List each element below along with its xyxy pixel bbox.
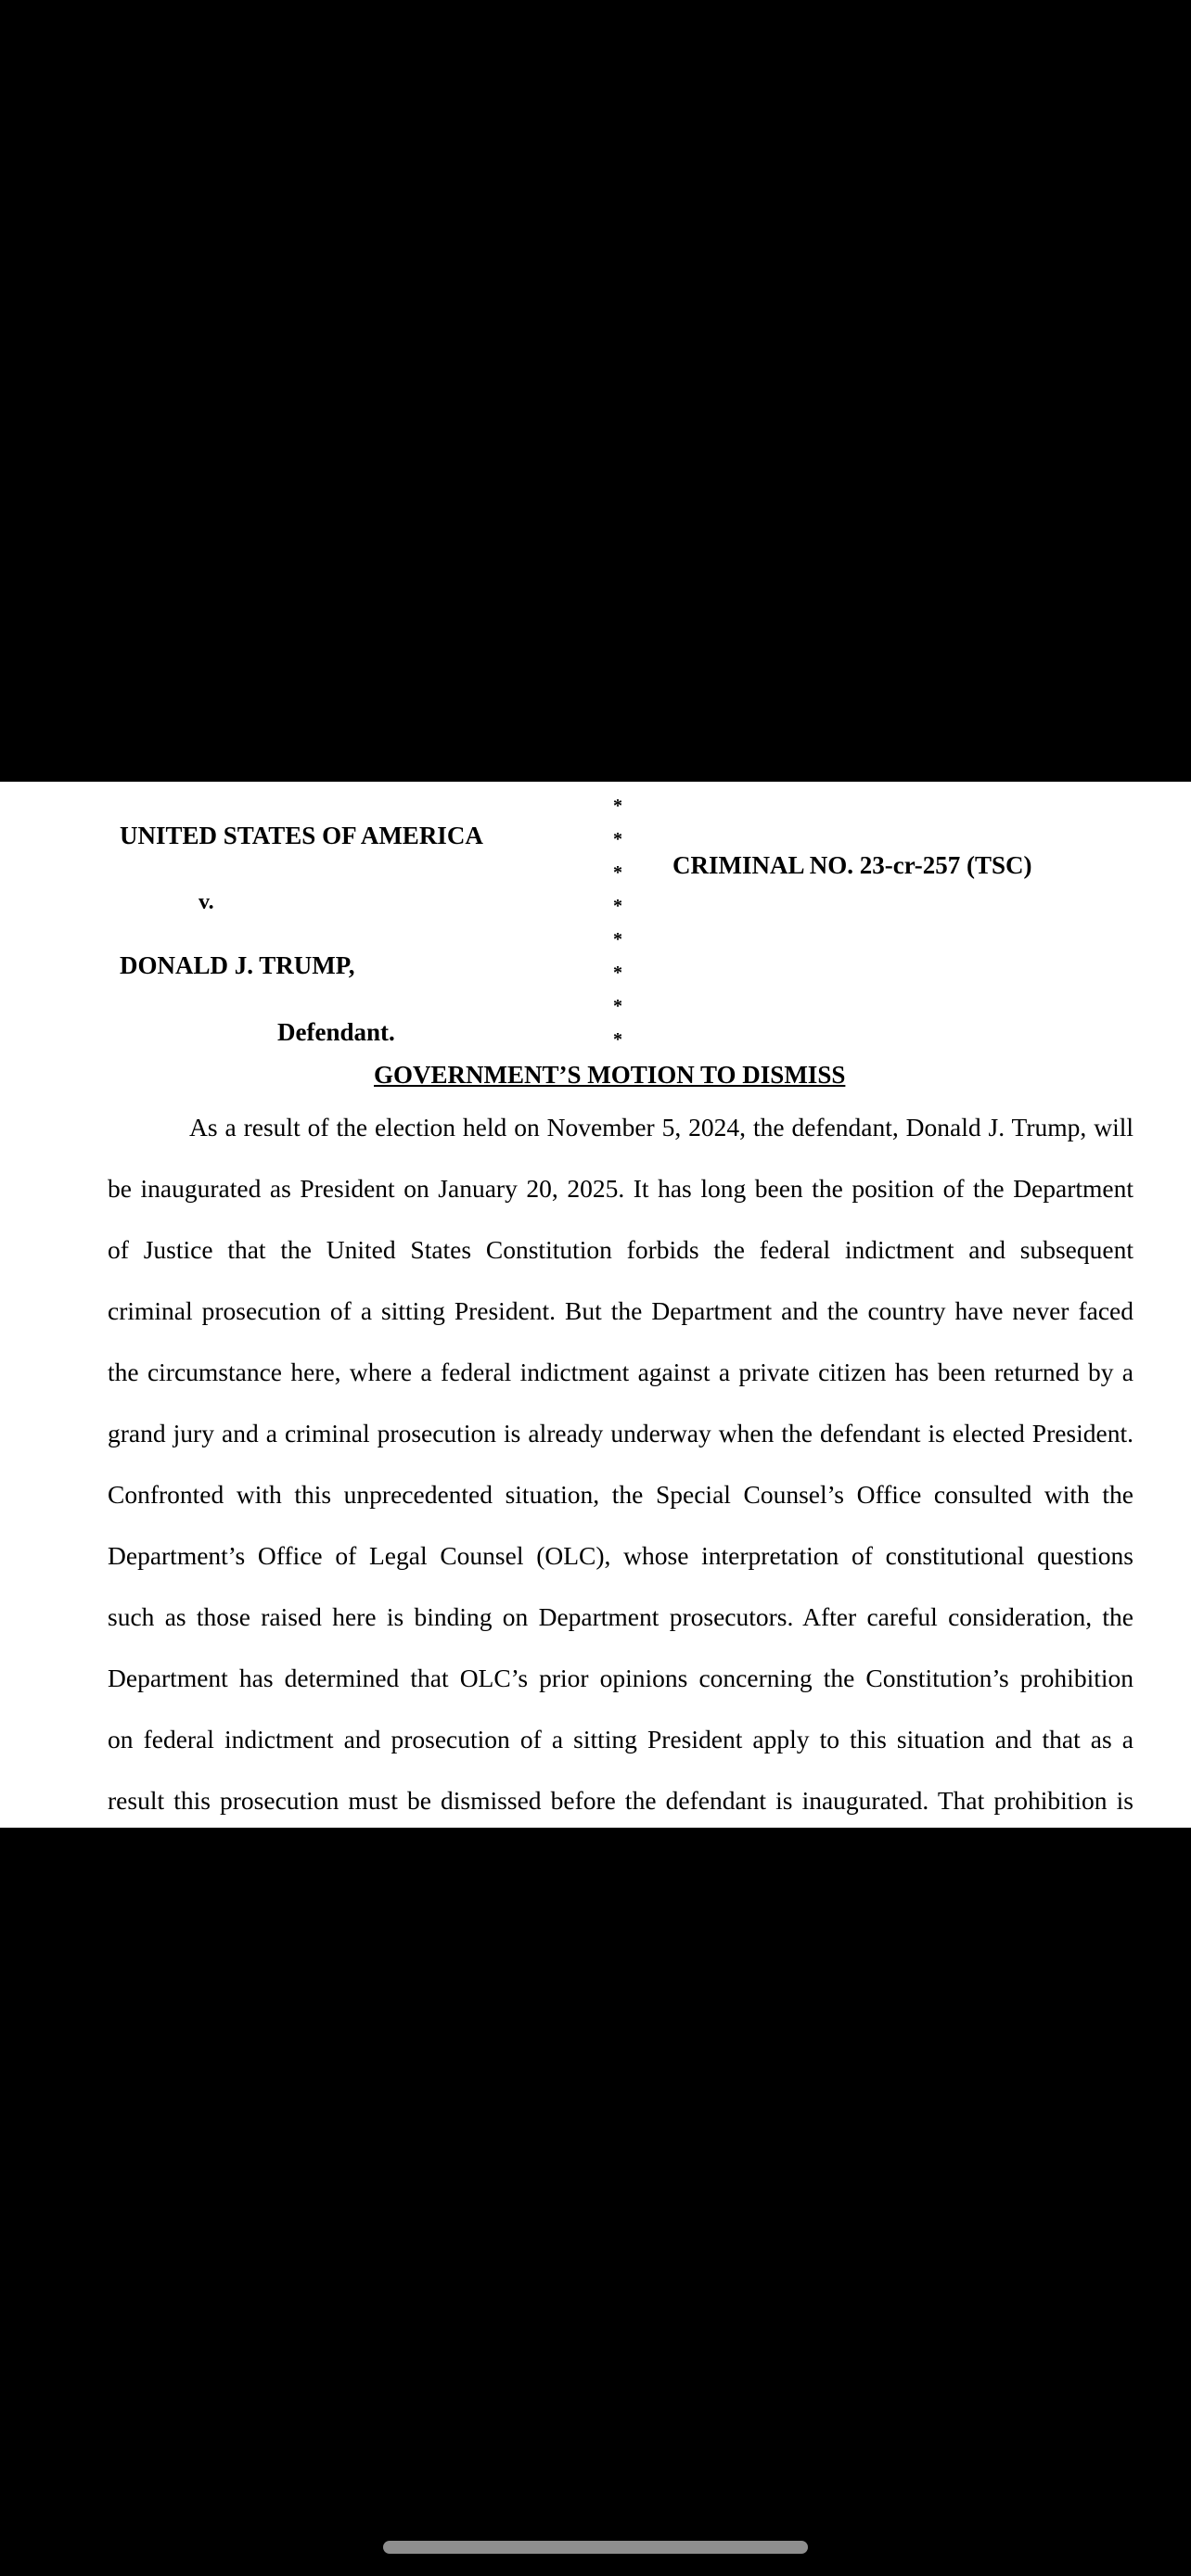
case-number: CRIMINAL NO. 23-cr-257 (TSC)	[672, 851, 1032, 879]
caption-star: *	[613, 796, 622, 816]
motion-body	[108, 1097, 1133, 1831]
home-indicator[interactable]	[383, 2541, 808, 2554]
caption-star: *	[613, 1029, 622, 1050]
body-line: on federal indictment and prosecution of a sitting President apply to this situation and that as a	[108, 1725, 1133, 1753]
body-line: criminal prosecution of a sitting President. But the Department and the country have never faced	[108, 1296, 1133, 1325]
body-line: the circumstance here, where a federal indictment against a private citizen has been returned by a	[108, 1358, 1133, 1386]
caption-star: *	[613, 929, 622, 950]
versus-label: v.	[198, 890, 214, 914]
body-line: Department has determined that OLC’s prior opinions concerning the Constitution’s prohibition	[108, 1664, 1133, 1692]
caption-star: *	[613, 963, 622, 983]
body-line: of Justice that the United States Constitution forbids the federal indictment and subsequent	[108, 1235, 1133, 1264]
caption-star-column	[608, 789, 627, 1056]
caption-star: *	[613, 862, 622, 883]
body-line: such as those raised here is binding on Department prosecutors. After careful consideration, the	[108, 1602, 1133, 1631]
caption-star: *	[613, 996, 622, 1016]
defendant-label: Defendant.	[277, 1018, 395, 1046]
body-line: As a result of the election held on November 5, 2024, the defendant, Donald J. Trump, will	[189, 1113, 1133, 1141]
document-page	[0, 782, 1191, 1828]
defendant-name: DONALD J. TRUMP,	[120, 951, 355, 979]
body-line: grand jury and a criminal prosecution is already underway when the defendant is elected President.	[108, 1419, 1133, 1447]
body-line: Department’s Office of Legal Counsel (OLC), whose interpretation of constitutional questions	[108, 1541, 1133, 1570]
body-line: result this prosecution must be dismissed before the defendant is inaugurated. That prohibition is	[108, 1786, 1133, 1815]
caption-star: *	[613, 896, 622, 916]
caption-star: *	[613, 829, 622, 849]
body-line: Confronted with this unprecedented situation, the Special Counsel’s Office consulted with the	[108, 1480, 1133, 1509]
motion-title: GOVERNMENT’S MOTION TO DISMISS	[374, 1061, 846, 1089]
plaintiff-name: UNITED STATES OF AMERICA	[120, 822, 483, 849]
body-line: be inaugurated as President on January 20, 2025. It has long been the position of the Department	[108, 1174, 1133, 1203]
